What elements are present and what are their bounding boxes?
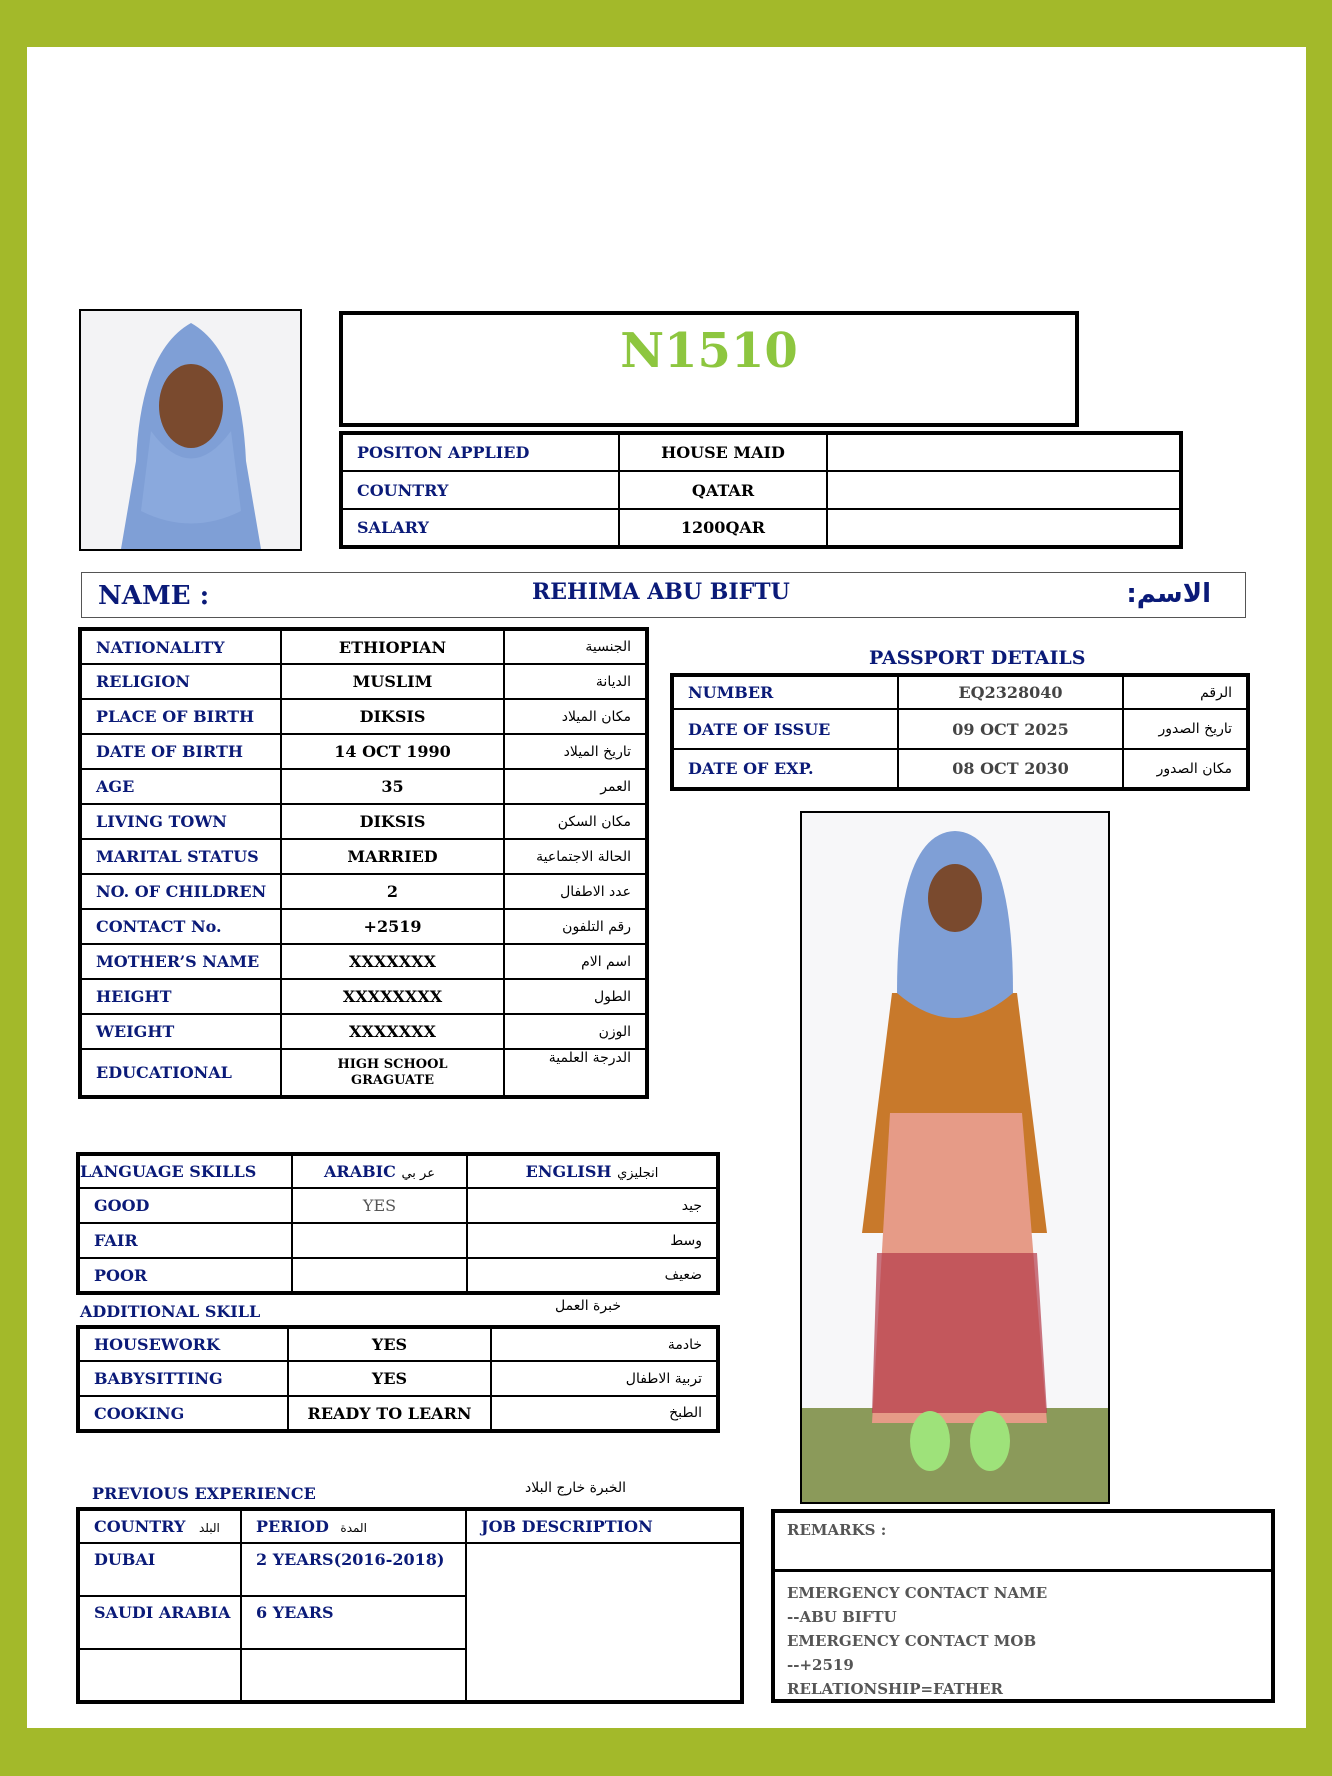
arabic-skill-value: YES [292,1188,467,1223]
headshot-photo [79,309,302,551]
personal-value: DIKSIS [281,699,504,734]
table-row [78,1188,718,1223]
skill-level-label-ar: ضعيف [467,1258,718,1293]
job-description-header: JOB DESCRIPTION [466,1509,742,1543]
skill-label-ar: خادمة [491,1327,718,1361]
personal-label: RELIGION [80,664,281,699]
table-row [80,664,647,699]
experience-title-ar: الخبرة خارج البلاد [525,1480,627,1496]
english-label: ENGLISH [525,1162,612,1181]
personal-details-table [78,627,649,1099]
personal-label-ar: الدرجة العلمية [504,1049,647,1097]
personal-label: NATIONALITY [80,629,281,664]
application-table [339,431,1183,549]
emergency-contact-line: EMERGENCY CONTACT NAME [787,1584,1048,1602]
experience-title: PREVIOUS EXPERIENCE [92,1484,316,1503]
experience-period: 6 YEARS [241,1596,466,1649]
country-header-ar: البلد [198,1521,220,1535]
skill-level-label: GOOD [78,1188,292,1223]
table-row [80,629,647,664]
table-row [341,509,1181,547]
skill-value: YES [288,1327,491,1361]
country-header-label: COUNTRY [94,1517,186,1536]
personal-value: MUSLIM [281,664,504,699]
passport-label-ar: تاريخ الصدور [1123,709,1248,749]
name-label-ar: الاسم: [1126,579,1211,609]
emergency-contact-line: --ABU BIFTU [787,1608,897,1626]
table-row [78,1361,718,1396]
passport-label: NUMBER [672,675,898,709]
personal-label: LIVING TOWN [80,804,281,839]
experience-table [76,1507,744,1704]
table-row [672,709,1248,749]
personal-label-ar: اسم الام [504,944,647,979]
job-description-cell [466,1543,742,1702]
table-row [78,1509,742,1543]
skill-level-label-ar: جيد [467,1188,718,1223]
personal-label-ar: مكان الميلاد [504,699,647,734]
additional-skill-title-ar: خبرة العمل [555,1298,621,1314]
table-row [78,1327,718,1361]
english-header [467,1154,718,1188]
cv-page [27,47,1306,1728]
passport-table [670,673,1250,791]
personal-label-ar: الجنسية [504,629,647,664]
period-header [241,1509,466,1543]
table-row [78,1396,718,1431]
language-skills-header: LANGUAGE SKILLS [78,1154,292,1188]
label-country: COUNTRY [341,471,619,509]
emergency-contact-line: RELATIONSHIP=FATHER [787,1680,1003,1698]
reference-code: N1510 [620,323,798,379]
table-row [78,1154,718,1188]
label-position: POSITON APPLIED [341,433,619,471]
personal-label-ar: الوزن [504,1014,647,1049]
table-row [80,734,647,769]
arabic-skill-value [292,1258,467,1293]
personal-value: XXXXXXXX [281,979,504,1014]
table-row [78,1258,718,1293]
personal-value: ETHIOPIAN [281,629,504,664]
table-row [80,909,647,944]
emergency-contact-block [787,1581,1047,1701]
table-row [672,749,1248,789]
arabic-header [292,1154,467,1188]
personal-label-ar: مكان السكن [504,804,647,839]
additional-skill-table [76,1325,720,1433]
passport-label: DATE OF ISSUE [672,709,898,749]
passport-value: EQ2328040 [898,675,1123,709]
personal-label: WEIGHT [80,1014,281,1049]
blank-cell [827,509,1181,547]
skill-label-ar: الطبخ [491,1396,718,1431]
experience-period [241,1649,466,1702]
arabic-skill-value [292,1223,467,1258]
table-row [80,944,647,979]
skill-value: READY TO LEARN [288,1396,491,1431]
english-label-ar: انجليزي [617,1166,659,1181]
personal-value: XXXXXXX [281,1014,504,1049]
value-country: QATAR [619,471,827,509]
experience-country: DUBAI [78,1543,241,1596]
remarks-box [771,1509,1275,1703]
personal-label: NO. OF CHILDREN [80,874,281,909]
table-row [78,1223,718,1258]
table-row [80,699,647,734]
experience-country [78,1649,241,1702]
arabic-label: ARABIC [324,1162,396,1181]
passport-label: DATE OF EXP. [672,749,898,789]
passport-value: 08 OCT 2030 [898,749,1123,789]
period-header-label: PERIOD [256,1517,329,1536]
experience-country: SAUDI ARABIA [78,1596,241,1649]
candidate-name: REHIMA ABU BIFTU [532,579,790,605]
table-row [341,471,1181,509]
personal-label: MARITAL STATUS [80,839,281,874]
remarks-divider [775,1569,1271,1572]
personal-label: EDUCATIONAL [80,1049,281,1097]
table-row [78,1543,742,1596]
personal-label-ar: الحالة الاجتماعية [504,839,647,874]
personal-value: +2519 [281,909,504,944]
personal-label-ar: رقم التلفون [504,909,647,944]
country-header [78,1509,241,1543]
personal-label: HEIGHT [80,979,281,1014]
personal-label-ar: العمر [504,769,647,804]
skill-label-ar: تربية الاطفال [491,1361,718,1396]
personal-label-ar: تاريخ الميلاد [504,734,647,769]
value-salary: 1200QAR [619,509,827,547]
personal-value: DIKSIS [281,804,504,839]
name-bar [81,572,1246,618]
personal-value: XXXXXXX [281,944,504,979]
period-header-ar: المدة [340,1521,367,1535]
blank-cell [827,471,1181,509]
blank-cell [827,433,1181,471]
personal-value: 35 [281,769,504,804]
name-label: NAME : [98,581,210,611]
language-skills-table [76,1152,720,1295]
personal-value: MARRIED [281,839,504,874]
passport-value: 09 OCT 2025 [898,709,1123,749]
arabic-label-ar: عر بي [401,1166,435,1181]
skill-label: HOUSEWORK [78,1327,288,1361]
skill-label: BABYSITTING [78,1361,288,1396]
table-row [80,979,647,1014]
personal-label: CONTACT No. [80,909,281,944]
table-row [341,433,1181,471]
skill-level-label: FAIR [78,1223,292,1258]
value-position: HOUSE MAID [619,433,827,471]
personal-value: 2 [281,874,504,909]
personal-label: AGE [80,769,281,804]
skill-level-label-ar: وسط [467,1223,718,1258]
table-row [80,1014,647,1049]
code-box [339,311,1079,427]
table-row [80,839,647,874]
remarks-label: REMARKS : [787,1521,887,1539]
personal-label: MOTHER’S NAME [80,944,281,979]
personal-label-ar: عدد الاطفال [504,874,647,909]
skill-level-label: POOR [78,1258,292,1293]
personal-value: HIGH SCHOOL GRAGUATE [281,1049,504,1097]
personal-label-ar: الديانة [504,664,647,699]
emergency-contact-line: --+2519 [787,1656,854,1674]
skill-label: COOKING [78,1396,288,1431]
personal-label: PLACE OF BIRTH [80,699,281,734]
table-row [672,675,1248,709]
full-body-photo [800,811,1110,1504]
passport-title: PASSPORT DETAILS [869,647,1086,669]
experience-period: 2 YEARS(2016-2018) [241,1543,466,1596]
personal-value: 14 OCT 1990 [281,734,504,769]
additional-skill-title: ADDITIONAL SKILL [80,1302,261,1321]
table-row [80,804,647,839]
label-salary: SALARY [341,509,619,547]
passport-label-ar: الرقم [1123,675,1248,709]
table-row [80,769,647,804]
passport-label-ar: مكان الصدور [1123,749,1248,789]
personal-label: DATE OF BIRTH [80,734,281,769]
emergency-contact-line: EMERGENCY CONTACT MOB [787,1632,1037,1650]
skill-value: YES [288,1361,491,1396]
table-row [80,874,647,909]
table-row [80,1049,647,1097]
personal-label-ar: الطول [504,979,647,1014]
